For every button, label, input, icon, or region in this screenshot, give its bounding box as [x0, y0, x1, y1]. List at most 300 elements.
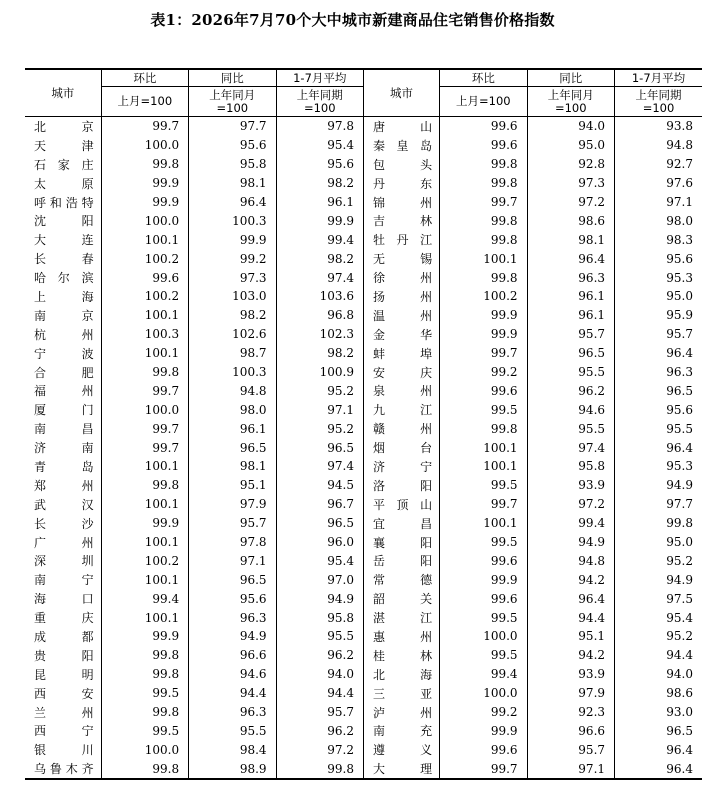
mom-cell-right: 99.8 — [440, 211, 527, 230]
table-row — [25, 419, 702, 438]
mom-cell-right: 100.0 — [440, 684, 527, 703]
table-row — [25, 703, 702, 722]
city-cell-right: 烟台 — [363, 438, 439, 457]
mom-cell-right: 99.6 — [440, 589, 527, 608]
avg-cell-left: 98.2 — [276, 174, 363, 193]
mom-cell-right: 99.8 — [440, 155, 527, 174]
table-row — [25, 268, 702, 287]
yoy-cell-left: 94.4 — [189, 684, 276, 703]
mom-cell-right: 99.7 — [440, 193, 527, 212]
yoy-cell-left: 98.9 — [189, 759, 276, 779]
mom-cell-left: 99.4 — [101, 589, 188, 608]
avg-cell-left: 97.4 — [276, 457, 363, 476]
avg-cell-right: 95.3 — [666, 270, 693, 285]
city-cell-left: 南京 — [25, 306, 101, 325]
mom-cell-left: 99.8 — [101, 703, 188, 722]
yoy-cell-left: 100.3 — [189, 211, 276, 230]
avg-cell-right: 95.4 — [666, 610, 693, 625]
mom-cell-right: 99.5 — [440, 476, 527, 495]
mom-cell-left: 99.9 — [101, 174, 188, 193]
city-cell-left: 天津 — [25, 136, 101, 155]
city-cell-right: 襄阳 — [363, 533, 439, 552]
avg-cell-right: 95.7 — [666, 327, 693, 342]
mom-cell-left: 100.3 — [101, 325, 188, 344]
yoy-cell-left: 95.1 — [189, 476, 276, 495]
city-cell-left: 太原 — [25, 174, 101, 193]
city-cell-left: 济南 — [25, 438, 101, 457]
avg-cell-right: 93.8 — [666, 119, 693, 134]
city-cell-right: 牡丹江 — [363, 230, 439, 249]
header-mom-left: 环比 — [101, 69, 188, 87]
city-cell-right: 九江 — [363, 400, 439, 419]
mom-cell-left: 100.2 — [101, 287, 188, 306]
header-avg-sub-line2: =100 — [642, 100, 675, 115]
mom-cell-left: 99.7 — [101, 419, 188, 438]
city-cell-left: 贵阳 — [25, 646, 101, 665]
table-row — [25, 759, 702, 779]
mom-cell-left: 100.2 — [101, 551, 188, 570]
mom-cell-left: 99.7 — [101, 117, 188, 136]
mom-cell-right: 99.5 — [440, 646, 527, 665]
city-cell-left: 石家庄 — [25, 155, 101, 174]
yoy-cell-right: 97.1 — [527, 759, 614, 779]
table-row — [25, 533, 702, 552]
city-cell-right: 徐州 — [363, 268, 439, 287]
mom-cell-left: 100.0 — [101, 136, 188, 155]
avg-cell-left: 98.2 — [276, 344, 363, 363]
header-city-right: 城市 — [363, 69, 439, 117]
table-row — [25, 287, 702, 306]
mom-cell-left: 100.1 — [101, 495, 188, 514]
mom-cell-right: 99.7 — [440, 495, 527, 514]
table-row — [25, 608, 702, 627]
yoy-cell-right: 96.6 — [527, 722, 614, 741]
yoy-cell-left: 96.5 — [189, 438, 276, 457]
header-avg-sub-left — [276, 87, 363, 117]
avg-cell-left: 96.1 — [276, 193, 363, 212]
avg-cell-left: 97.0 — [276, 570, 363, 589]
header-yoy-sub-left — [189, 87, 276, 117]
mom-cell-left: 100.1 — [101, 570, 188, 589]
avg-cell-right: 96.5 — [666, 723, 693, 738]
mom-cell-left: 100.0 — [101, 740, 188, 759]
yoy-cell-right: 95.1 — [527, 627, 614, 646]
mom-cell-right: 99.9 — [440, 325, 527, 344]
table-row — [25, 211, 702, 230]
mom-cell-left: 99.8 — [101, 363, 188, 382]
table-header — [25, 69, 702, 117]
avg-cell-right: 95.5 — [666, 421, 693, 436]
mom-cell-right: 99.5 — [440, 400, 527, 419]
mom-cell-right: 99.2 — [440, 703, 527, 722]
avg-cell-right: 98.6 — [666, 686, 693, 701]
mom-cell-left: 99.8 — [101, 665, 188, 684]
yoy-cell-right: 95.5 — [527, 419, 614, 438]
mom-cell-right: 99.6 — [440, 740, 527, 759]
header-avg-sub-line1: 上年同期 — [635, 87, 682, 102]
yoy-cell-right: 95.8 — [527, 457, 614, 476]
avg-cell-left: 94.0 — [276, 665, 363, 684]
yoy-cell-left: 100.3 — [189, 363, 276, 382]
avg-cell-right: 97.1 — [666, 195, 693, 209]
table-row — [25, 589, 702, 608]
yoy-cell-right: 98.6 — [527, 211, 614, 230]
avg-cell-left: 99.4 — [276, 230, 363, 249]
mom-cell-left: 100.2 — [101, 249, 188, 268]
mom-cell-left: 99.8 — [101, 646, 188, 665]
table-row — [25, 722, 702, 741]
header-avg-left: 1-7月平均 — [276, 69, 363, 87]
mom-cell-right: 99.6 — [440, 136, 527, 155]
yoy-cell-left: 98.4 — [189, 740, 276, 759]
table-row — [25, 249, 702, 268]
yoy-cell-right: 94.8 — [527, 551, 614, 570]
city-cell-right: 湛江 — [363, 608, 439, 627]
yoy-cell-right: 96.4 — [527, 249, 614, 268]
table-row — [25, 476, 702, 495]
yoy-cell-left: 102.6 — [189, 325, 276, 344]
city-cell-right: 韶关 — [363, 589, 439, 608]
yoy-cell-left: 95.7 — [189, 514, 276, 533]
mom-cell-right: 100.1 — [440, 514, 527, 533]
city-cell-right: 泉州 — [363, 381, 439, 400]
city-cell-left: 昆明 — [25, 665, 101, 684]
header-yoy-left: 同比 — [189, 69, 276, 87]
city-cell-right: 温州 — [363, 306, 439, 325]
city-cell-left: 银川 — [25, 740, 101, 759]
city-cell-right: 惠州 — [363, 627, 439, 646]
yoy-cell-right: 97.9 — [527, 684, 614, 703]
avg-cell-right: 96.4 — [666, 440, 693, 455]
city-cell-left: 上海 — [25, 287, 101, 306]
table-row — [25, 646, 702, 665]
city-cell-left: 成都 — [25, 627, 101, 646]
yoy-cell-left: 98.2 — [189, 306, 276, 325]
city-cell-right: 洛阳 — [363, 476, 439, 495]
city-cell-right: 三亚 — [363, 684, 439, 703]
mom-cell-left: 99.9 — [101, 193, 188, 212]
avg-cell-left: 103.6 — [276, 287, 363, 306]
mom-cell-left: 99.9 — [101, 514, 188, 533]
yoy-cell-right: 94.0 — [527, 117, 614, 136]
table-row — [25, 570, 702, 589]
mom-cell-left: 99.5 — [101, 722, 188, 741]
avg-cell-left: 96.2 — [276, 646, 363, 665]
mom-cell-left: 100.0 — [101, 400, 188, 419]
city-cell-left: 海口 — [25, 589, 101, 608]
yoy-cell-left: 94.8 — [189, 381, 276, 400]
yoy-cell-right: 96.1 — [527, 306, 614, 325]
avg-cell-left: 96.0 — [276, 533, 363, 552]
table-row — [25, 627, 702, 646]
mom-cell-right: 99.6 — [440, 381, 527, 400]
mom-cell-right: 99.6 — [440, 117, 527, 136]
city-cell-right: 无锡 — [363, 249, 439, 268]
avg-cell-left: 95.4 — [276, 136, 363, 155]
city-cell-right: 扬州 — [363, 287, 439, 306]
city-cell-left: 郑州 — [25, 476, 101, 495]
city-cell-right: 泸州 — [363, 703, 439, 722]
avg-cell-left: 94.4 — [276, 684, 363, 703]
city-cell-left: 西宁 — [25, 722, 101, 741]
yoy-cell-left: 99.9 — [189, 230, 276, 249]
table-row — [25, 193, 702, 212]
mom-cell-right: 99.5 — [440, 608, 527, 627]
yoy-cell-left: 96.6 — [189, 646, 276, 665]
avg-cell-right: 94.0 — [666, 667, 693, 682]
city-cell-left: 福州 — [25, 381, 101, 400]
yoy-cell-left: 94.9 — [189, 627, 276, 646]
yoy-cell-right: 95.7 — [527, 740, 614, 759]
yoy-cell-right: 95.5 — [527, 363, 614, 382]
table-row — [25, 155, 702, 174]
yoy-cell-left: 95.5 — [189, 722, 276, 741]
city-cell-right: 锦州 — [363, 193, 439, 212]
yoy-cell-right: 96.4 — [527, 589, 614, 608]
avg-cell-left: 94.9 — [276, 589, 363, 608]
city-cell-right: 常德 — [363, 570, 439, 589]
price-index-table — [25, 68, 702, 780]
avg-cell-left: 97.4 — [276, 268, 363, 287]
yoy-cell-right: 99.4 — [527, 514, 614, 533]
city-cell-right: 平顶山 — [363, 495, 439, 514]
mom-cell-left: 100.1 — [101, 230, 188, 249]
avg-cell-left: 96.5 — [276, 514, 363, 533]
yoy-cell-left: 98.0 — [189, 400, 276, 419]
table-row — [25, 551, 702, 570]
city-cell-left: 沈阳 — [25, 211, 101, 230]
city-cell-left: 哈尔滨 — [25, 268, 101, 287]
table-row — [25, 230, 702, 249]
city-cell-left: 长沙 — [25, 514, 101, 533]
header-yoy-sub-right — [527, 87, 614, 117]
table-row — [25, 665, 702, 684]
yoy-cell-right: 95.7 — [527, 325, 614, 344]
city-cell-left: 广州 — [25, 533, 101, 552]
table-row — [25, 306, 702, 325]
mom-cell-right: 99.7 — [440, 344, 527, 363]
yoy-cell-left: 97.9 — [189, 495, 276, 514]
yoy-cell-left: 96.1 — [189, 419, 276, 438]
table-row — [25, 457, 702, 476]
mom-cell-right: 99.8 — [440, 174, 527, 193]
mom-cell-right: 100.1 — [440, 249, 527, 268]
yoy-cell-left: 95.6 — [189, 589, 276, 608]
yoy-cell-right: 94.2 — [527, 646, 614, 665]
yoy-cell-right: 94.2 — [527, 570, 614, 589]
city-cell-left: 重庆 — [25, 608, 101, 627]
avg-cell-left: 95.5 — [276, 627, 363, 646]
yoy-cell-left: 103.0 — [189, 287, 276, 306]
avg-cell-left: 94.5 — [276, 476, 363, 495]
city-cell-left: 厦门 — [25, 400, 101, 419]
header-mom-sub-right: 上月=100 — [440, 87, 527, 117]
avg-cell-right: 95.0 — [666, 289, 693, 304]
yoy-cell-left: 95.8 — [189, 155, 276, 174]
avg-cell-right: 92.7 — [666, 157, 693, 172]
header-avg-sub-line2: =100 — [303, 100, 336, 115]
mom-cell-left: 99.8 — [101, 759, 188, 779]
city-cell-right: 吉林 — [363, 211, 439, 230]
city-cell-right: 大理 — [363, 759, 439, 779]
avg-cell-left: 95.2 — [276, 419, 363, 438]
yoy-cell-left: 96.4 — [189, 193, 276, 212]
mom-cell-right: 99.8 — [440, 419, 527, 438]
yoy-cell-left: 96.3 — [189, 608, 276, 627]
avg-cell-right: 97.6 — [666, 176, 693, 191]
mom-cell-right: 99.9 — [440, 722, 527, 741]
header-mom-right: 环比 — [440, 69, 527, 87]
yoy-cell-left: 98.7 — [189, 344, 276, 363]
avg-cell-left: 97.8 — [276, 117, 363, 136]
city-cell-right: 赣州 — [363, 419, 439, 438]
avg-cell-left: 96.5 — [276, 438, 363, 457]
city-cell-right: 遵义 — [363, 740, 439, 759]
city-cell-right: 包头 — [363, 155, 439, 174]
header-city-left: 城市 — [25, 69, 101, 117]
avg-cell-left: 95.7 — [276, 703, 363, 722]
yoy-cell-left: 94.6 — [189, 665, 276, 684]
mom-cell-left: 99.5 — [101, 684, 188, 703]
avg-cell-left: 99.9 — [276, 211, 363, 230]
city-cell-left: 武汉 — [25, 495, 101, 514]
header-mom-sub-left: 上月=100 — [101, 87, 188, 117]
city-cell-right: 桂林 — [363, 646, 439, 665]
avg-cell-right: 96.3 — [666, 365, 693, 380]
avg-cell-left: 95.2 — [276, 381, 363, 400]
avg-cell-left: 96.7 — [276, 495, 363, 514]
table-row — [25, 514, 702, 533]
city-cell-left: 兰州 — [25, 703, 101, 722]
mom-cell-left: 100.0 — [101, 211, 188, 230]
avg-cell-right: 96.4 — [666, 742, 693, 757]
avg-cell-right: 95.3 — [666, 459, 693, 474]
avg-cell-right: 94.9 — [666, 572, 693, 587]
city-cell-right: 济宁 — [363, 457, 439, 476]
yoy-cell-right: 97.2 — [527, 495, 614, 514]
table-row — [25, 136, 702, 155]
avg-cell-left: 96.2 — [276, 722, 363, 741]
mom-cell-right: 99.7 — [440, 759, 527, 779]
mom-cell-right: 99.9 — [440, 306, 527, 325]
table-row — [25, 174, 702, 193]
avg-cell-right: 95.9 — [666, 308, 693, 323]
yoy-cell-right: 96.2 — [527, 381, 614, 400]
avg-cell-right: 96.4 — [615, 759, 702, 779]
yoy-cell-right: 94.6 — [527, 400, 614, 419]
city-cell-left: 合肥 — [25, 363, 101, 382]
mom-cell-left: 100.1 — [101, 457, 188, 476]
city-cell-left: 乌鲁木齐 — [25, 759, 101, 779]
mom-cell-left: 100.1 — [101, 533, 188, 552]
yoy-cell-right: 94.4 — [527, 608, 614, 627]
yoy-cell-left: 96.3 — [189, 703, 276, 722]
yoy-cell-left: 98.1 — [189, 457, 276, 476]
mom-cell-right: 99.9 — [440, 570, 527, 589]
city-cell-left: 呼和浩特 — [25, 193, 101, 212]
mom-cell-right: 99.8 — [440, 230, 527, 249]
mom-cell-left: 99.9 — [101, 627, 188, 646]
table-row — [25, 495, 702, 514]
mom-cell-left: 100.1 — [101, 344, 188, 363]
header-avg-sub-right — [615, 87, 702, 117]
city-cell-left: 长春 — [25, 249, 101, 268]
yoy-cell-right: 98.1 — [527, 230, 614, 249]
avg-cell-right: 94.8 — [666, 138, 693, 153]
mom-cell-left: 99.7 — [101, 381, 188, 400]
mom-cell-right: 99.4 — [440, 665, 527, 684]
mom-cell-left: 100.1 — [101, 306, 188, 325]
mom-cell-right: 100.1 — [440, 457, 527, 476]
yoy-cell-right: 96.1 — [527, 287, 614, 306]
avg-cell-left: 95.6 — [276, 155, 363, 174]
yoy-cell-left: 97.3 — [189, 268, 276, 287]
avg-cell-right: 96.4 — [666, 346, 693, 361]
avg-cell-left: 95.8 — [276, 608, 363, 627]
city-cell-right: 丹东 — [363, 174, 439, 193]
city-cell-right: 北海 — [363, 665, 439, 684]
city-cell-right: 金华 — [363, 325, 439, 344]
mom-cell-right: 100.0 — [440, 627, 527, 646]
city-cell-left: 北京 — [25, 117, 101, 136]
yoy-cell-left: 97.1 — [189, 551, 276, 570]
avg-cell-left: 95.4 — [276, 551, 363, 570]
avg-cell-right: 93.0 — [666, 705, 693, 720]
city-cell-left: 青岛 — [25, 457, 101, 476]
avg-cell-left: 96.8 — [276, 306, 363, 325]
avg-cell-right: 94.9 — [666, 478, 693, 493]
mom-cell-right: 99.2 — [440, 363, 527, 382]
yoy-cell-right: 97.2 — [527, 193, 614, 212]
mom-cell-left: 99.8 — [101, 476, 188, 495]
avg-cell-right: 98.0 — [666, 213, 693, 228]
avg-cell-right: 97.7 — [666, 497, 693, 512]
table-row — [25, 438, 702, 457]
city-cell-right: 蚌埠 — [363, 344, 439, 363]
avg-cell-right: 97.5 — [666, 591, 693, 606]
avg-cell-left: 100.9 — [276, 363, 363, 382]
header-yoy-sub-line2: =100 — [554, 100, 587, 115]
city-cell-right: 唐山 — [363, 117, 439, 136]
yoy-cell-left: 98.1 — [189, 174, 276, 193]
header-avg-right: 1-7月平均 — [615, 69, 702, 87]
yoy-cell-left: 99.2 — [189, 249, 276, 268]
yoy-cell-left: 97.7 — [189, 117, 276, 136]
table-row — [25, 740, 702, 759]
city-cell-right: 岳阳 — [363, 551, 439, 570]
yoy-cell-right: 93.9 — [527, 665, 614, 684]
header-yoy-sub-line2: =100 — [216, 100, 249, 115]
city-cell-left: 大连 — [25, 230, 101, 249]
city-cell-left: 杭州 — [25, 325, 101, 344]
mom-cell-left: 99.6 — [101, 268, 188, 287]
page-title: 表1：2026年7月70个大中城市新建商品住宅销售价格指数 — [150, 11, 555, 29]
avg-cell-right: 99.8 — [666, 516, 693, 531]
city-cell-right: 宜昌 — [363, 514, 439, 533]
yoy-cell-right: 93.9 — [527, 476, 614, 495]
city-cell-left: 西安 — [25, 684, 101, 703]
avg-cell-left: 102.3 — [276, 325, 363, 344]
table-row — [25, 325, 702, 344]
table-row — [25, 117, 702, 136]
city-cell-left: 南昌 — [25, 419, 101, 438]
city-cell-left: 南宁 — [25, 570, 101, 589]
city-cell-left: 深圳 — [25, 551, 101, 570]
avg-cell-left: 97.1 — [276, 400, 363, 419]
mom-cell-right: 100.2 — [440, 287, 527, 306]
mom-cell-left: 100.1 — [101, 608, 188, 627]
yoy-cell-right: 92.3 — [527, 703, 614, 722]
